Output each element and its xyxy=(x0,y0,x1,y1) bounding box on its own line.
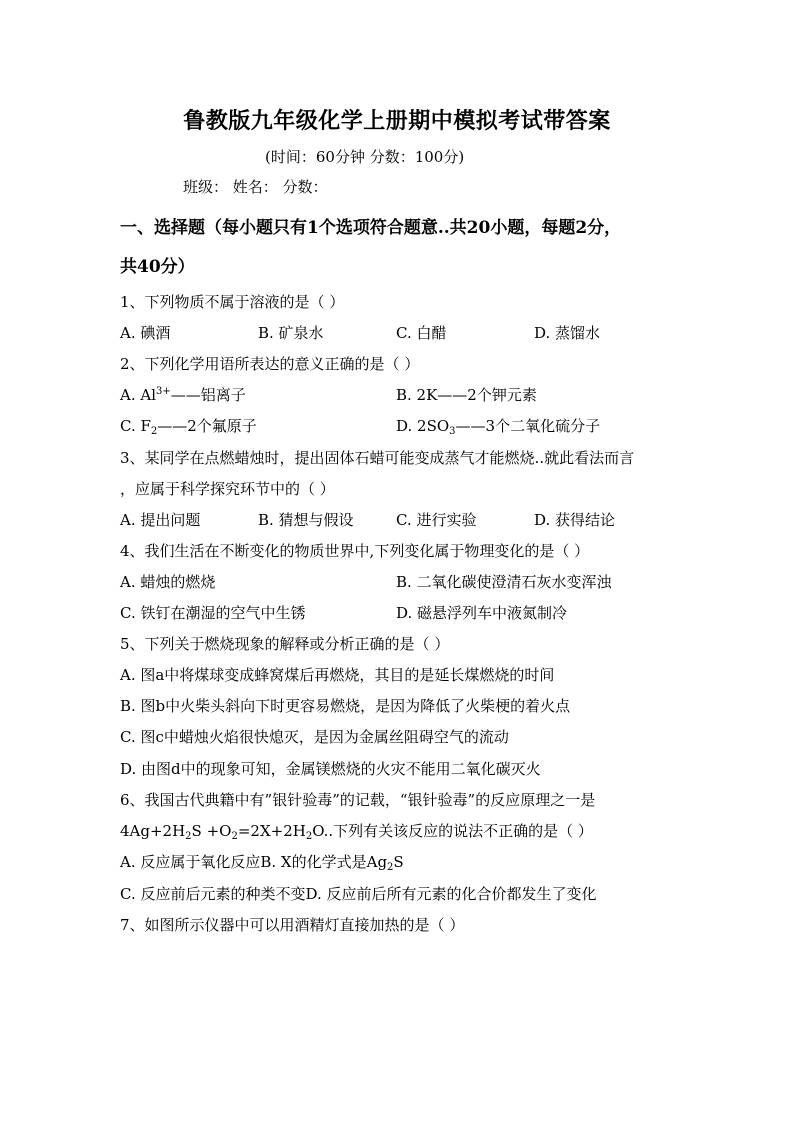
question-3-stem-line1: 3、某同学在点燃蜡烛时，提出固体石蜡可能变成蒸气才能燃烧..就此看法而言 xyxy=(120,449,635,467)
q6-eq-part3: =2X+2H xyxy=(237,822,306,840)
q6-options-ab xyxy=(120,851,404,873)
q6-eq-sub2: 2 xyxy=(231,831,238,842)
question-4-stem: 4、我们生活在不断变化的物质世界中,下列变化属于物理变化的是（ ） xyxy=(120,542,590,560)
question-3-stem-line2: ，应属于科学探究环节中的（ ） xyxy=(120,480,335,498)
page-title: 鲁教版九年级化学上册期中模拟考试带答案 xyxy=(183,108,611,134)
q2-option-b: B. 2K——2个钾元素 xyxy=(396,386,537,404)
section-heading-line1: 一、选择题（每小题只有1个选项符合题意..共20小题，每题2分， xyxy=(120,218,622,238)
exam-time-score: (时间：60分钟 分数：100分) xyxy=(265,148,465,166)
q5-option-c: C. 图c中蜡烛火焰很快熄灭，是因为金属丝阻碍空气的流动 xyxy=(120,728,509,746)
q2-d-formula: D. 2SO xyxy=(396,417,450,435)
section-heading-line2: 共40分） xyxy=(120,257,195,277)
q2-c-meaning: ——2个氟原子 xyxy=(157,417,257,435)
q3-option-c: C. 进行实验 xyxy=(396,511,477,529)
question-6-equation-line xyxy=(120,820,593,842)
q6-ab-text: A. 反应属于氧化反应B. X的化学式是Ag xyxy=(120,853,388,871)
question-5-stem: 5、下列关于燃烧现象的解释或分析正确的是（ ） xyxy=(120,635,450,653)
question-6-stem-line1: 6、我国古代典籍中有”银针验毒”的记载，“银针验毒”的反应原理之一是 xyxy=(120,791,596,809)
q3-option-b: B. 猜想与假设 xyxy=(258,511,354,529)
q6-ab-subscript: 2 xyxy=(387,862,394,873)
q2-c-subscript: 2 xyxy=(150,426,158,437)
q6-eq-part4: O..下列有关该反应的说法不正确的是（ ） xyxy=(312,822,593,840)
q4-option-b: B. 二氧化碳使澄清石灰水变浑浊 xyxy=(396,573,612,591)
q4-option-c: C. 铁钉在潮湿的空气中生锈 xyxy=(120,604,306,622)
q2-d-meaning: ——3个二氧化硫分子 xyxy=(455,417,601,435)
q1-option-c: C. 白醋 xyxy=(396,324,447,342)
q2-c-formula: C. F xyxy=(120,417,151,435)
q3-option-a: A. 提出问题 xyxy=(120,511,201,529)
question-1-stem: 1、下列物质不属于溶液的是（ ） xyxy=(120,293,345,311)
q4-option-d: D. 磁悬浮列车中液氮制冷 xyxy=(396,604,568,622)
q1-option-a: A. 碘酒 xyxy=(120,324,171,342)
q6-options-cd: C. 反应前后元素的种类不变D. 反应前后所有元素的化合价都发生了变化 xyxy=(120,885,597,903)
q1-option-d: D. 蒸馏水 xyxy=(534,324,601,342)
q6-eq-part1: 4Ag+2H xyxy=(120,822,186,840)
q2-option-d xyxy=(396,415,600,437)
q2-option-a xyxy=(120,384,246,405)
question-2-stem: 2、下列化学用语所表达的意义正确的是（ ） xyxy=(120,355,420,373)
q6-eq-sub3: 2 xyxy=(305,831,313,842)
q5-option-a: A. 图a中将煤球变成蜂窝煤后再燃烧，其目的是延长煤燃烧的时间 xyxy=(120,666,555,684)
question-7-stem: 7、如图所示仪器中可以用酒精灯直接加热的是（ ） xyxy=(120,916,465,934)
q4-option-a: A. 蜡烛的燃烧 xyxy=(120,573,216,591)
q3-option-d: D. 获得结论 xyxy=(534,511,616,529)
student-info-line: 班级： 姓名： 分数： xyxy=(183,178,328,196)
q2-a-formula: A. Al xyxy=(120,386,156,404)
q5-option-b: B. 图b中火柴头斜向下时更容易燃烧，是因为降低了火柴梗的着火点 xyxy=(120,697,571,715)
q5-option-d: D. 由图d中的现象可知，金属镁燃烧的火灾不能用二氧化碳灭火 xyxy=(120,760,541,778)
q6-eq-sub1: 2 xyxy=(185,831,192,842)
q6-ab-tail: S xyxy=(393,853,404,871)
q2-d-subscript: 3 xyxy=(449,426,456,437)
q2-option-c xyxy=(120,415,257,437)
q6-eq-part2: S +O xyxy=(191,822,232,840)
q1-option-b: B. 矿泉水 xyxy=(258,324,324,342)
q2-a-charge: 3+ xyxy=(156,386,171,397)
q2-a-meaning: ——铝离子 xyxy=(170,386,246,404)
